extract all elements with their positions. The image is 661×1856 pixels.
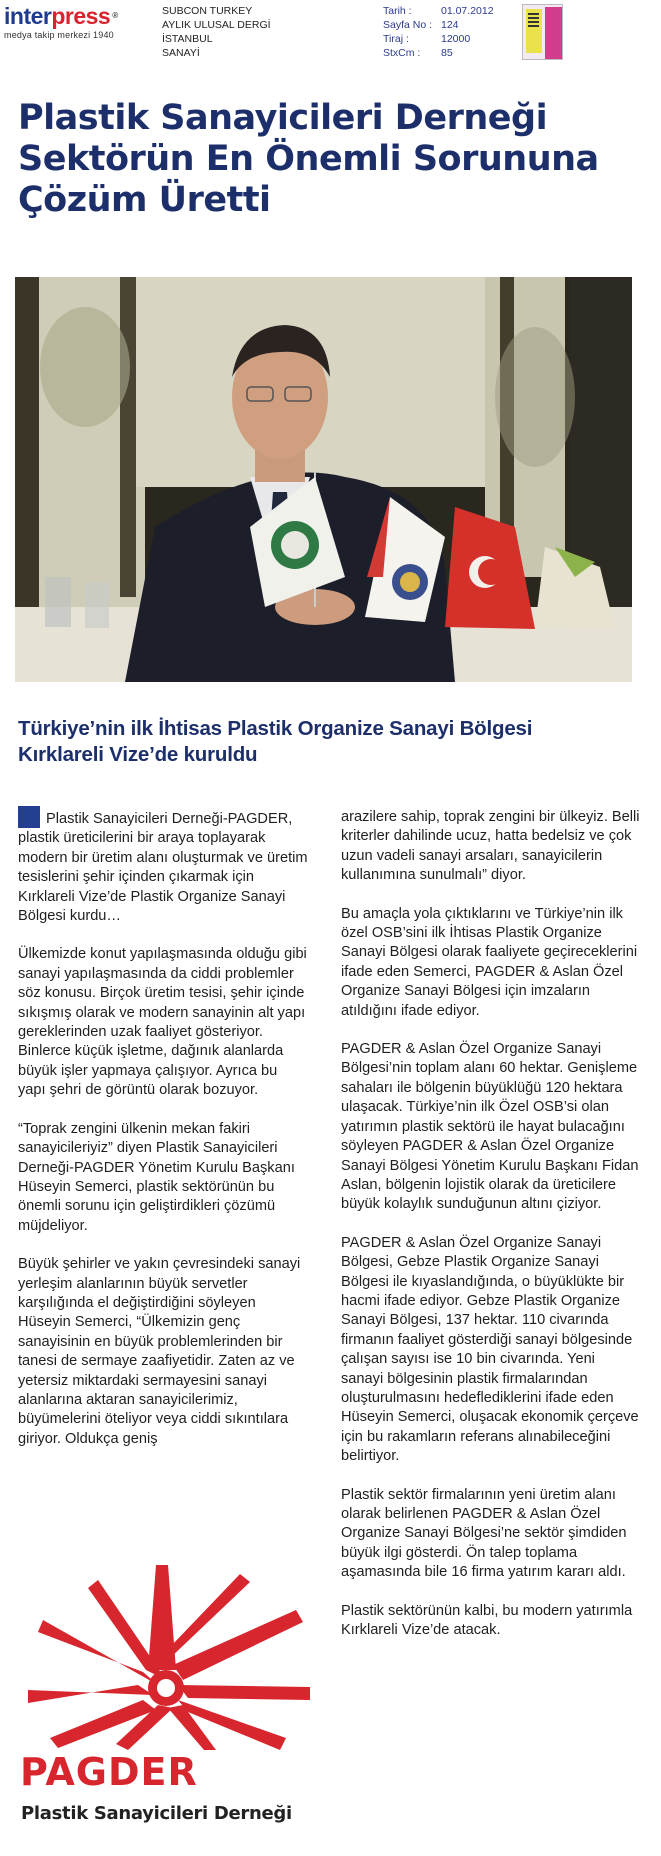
cover-thumbnail[interactable] [522,4,563,60]
interpress-logo: interpress ® medya takip merkezi 1940 [4,4,154,40]
pagder-subtitle: Plastik Sanayicileri Derneği [21,1803,292,1824]
paragraph: Bu amaçla yola çıktıklarını ve Türkiye’nin ilk özel OSB’sini ilk İhtisas Plastik Organize Sanayi Bölgesi olarak faaliyete geçireceklerini ifade eden Semerci, PAGDER & Aslan Özel Organize Sanayi Bölgesi için imzaların atıldığını ifade ediyor. [341,905,638,1019]
publication-name: SUBCON TURKEY [162,5,253,17]
logo-tagline: medya takip merkezi 1940 [4,30,114,40]
publication-category: SANAYİ [162,47,200,59]
article-photo [15,277,632,682]
article-column-right [341,808,641,1659]
meta-row-size: StxCm : 85 [383,47,453,59]
meta-row-circulation: Tiraj : 12000 [383,33,471,45]
publication-info [162,4,271,60]
paragraph: Ülkemizde konut yapılaşmasında olduğu gibi sanayi yapılaşmasında da ciddi problemler söz konusu. Birçok üretim tesisi, şehir içinde sıkışmış olarak ve modern sanayinin alt yapı gereklerinden uzak faaliyet gösteriyor. Binlerce küçük işletme, dağınık alanlarda büyük işler yapmaya çalışıyor. Ayrıca bu yapı şehri de görüntü olarak bozuyor. [18,946,307,1099]
article-headline: Plastik Sanayicileri Derneği Sektörün En Önemli Sorununa Çözüm Üretti [18,98,599,220]
pagder-sunburst-icon [18,1560,318,1750]
paragraph: “Toprak zengini ülkenin mekan fakiri sanayicileriyiz” diyen Plastik Sanayicileri Derneği-PAGDER Yönetim Kurulu Başkanı Hüseyin Semerci, plastik sektörünün bu önemli sorunu için geliştirdikleri çözümü müjdeliyor. [18,1120,295,1234]
paragraph-bullet [18,806,40,828]
pagder-name: PAGDER [20,1750,198,1794]
paragraph: Plastik Sanayicileri Derneği-PAGDER, plastik üreticilerini bir araya toplayarak modern bir üretim alanı oluşturmak ve üretim tesislerini şehir içinden çıkarmak için Kırklareli Vize’de Plastik Organize Sanayi Bölgesi kurdu… [18,806,308,926]
article-column-left [18,806,308,1468]
paragraph: Plastik sektörünün kalbi, bu modern yatırımla Kırklareli Vize’de atacak. [341,1602,633,1639]
paragraph: PAGDER & Aslan Özel Organize Sanayi Bölgesi, Gebze Plastik Organize Sanayi Bölgesi ile kıyaslandığında, o büyüklükte bir hacmi ifade ediyor. Gebze Plastik Organize Sanayi Bölgesi, 137 hektar. 110 civarında firmanın faaliyet gösterdiği sanayi bölgesinde çalışan sayısı ise 10 bin civarında. Yeni sanayi bölgesinin plastik firmalarından oluşturulmasını hedeflediklerini ifade eden Hüseyin Semerci, oluşacak ekonomik çerçeve için bu rakamların referans alınabileceğini belirtiyor. [341,1234,639,1465]
paragraph: Plastik sektör firmalarının yeni üretim alanı olarak belirlenen PAGDER & Aslan Özel Organize Sanayi Bölgesi’ne sektör şimdiden büyük ilgi gösterdi. Ön talep toplama aşamasında bile 16 firma yatırım kararı aldı. [341,1486,627,1581]
article-subheadline: Türkiye’nin ilk İhtisas Plastik Organize Sanayi Bölgesi Kırklareli Vize’de kuruldu [18,717,533,766]
paragraph: Büyük şehirler ve yakın çevresindeki sanayi yerleşim alanlarının büyük servetler karşılığında el değiştirdiğini söyleyen Hüseyin Semerci, “Ülkemizin genç sanayisinin en büyük problemlerinden bir tanesi de sermaye zaafiyetidir. Zaten az ve yetersiz miktardaki sermayesini sanayi alanlarına aktaran sanayicilerimiz, büyümelerini öteliyor veya ciddi sıkıntılara giriyor. Oldukça geniş [18,1256,301,1447]
paragraph: arazilere sahip, toprak zengini bir ülkeyiz. Belli kriterler dahilinde ucuz, hatta bedelsiz ve çok uzun vadeli sanayi arsaları, sanayicilerin kullanımına sunulmalı” diyor. [341,809,640,884]
clipping-header [0,0,661,66]
publication-type: AYLIK ULUSAL DERGİ [162,19,271,31]
meta-row-page: Sayfa No : 124 [383,19,459,31]
pagder-logo [18,1560,318,1824]
clipping-meta [383,4,511,60]
publication-city: İSTANBUL [162,33,213,45]
meta-row-date: Tarih : 01.07.2012 [383,5,494,17]
paragraph: PAGDER & Aslan Özel Organize Sanayi Bölgesi’nin toplam alanı 60 hektar. Genişleme sahaları ile bölgenin büyüklüğü 120 hektara ulaşacak. Türkiye’nin ilk Özel OSB’si olan yatırımın plastik sektörü ile hayat bulacağını söyleyen PAGDER & Aslan Özel Organize Sanayi Bölgesi Yönetim Kurulu Başkanı Fidan Aslan, bölgenin lojistik olarak da üreticilere büyük kolaylık sunduğunun altını çiziyor. [341,1041,639,1213]
